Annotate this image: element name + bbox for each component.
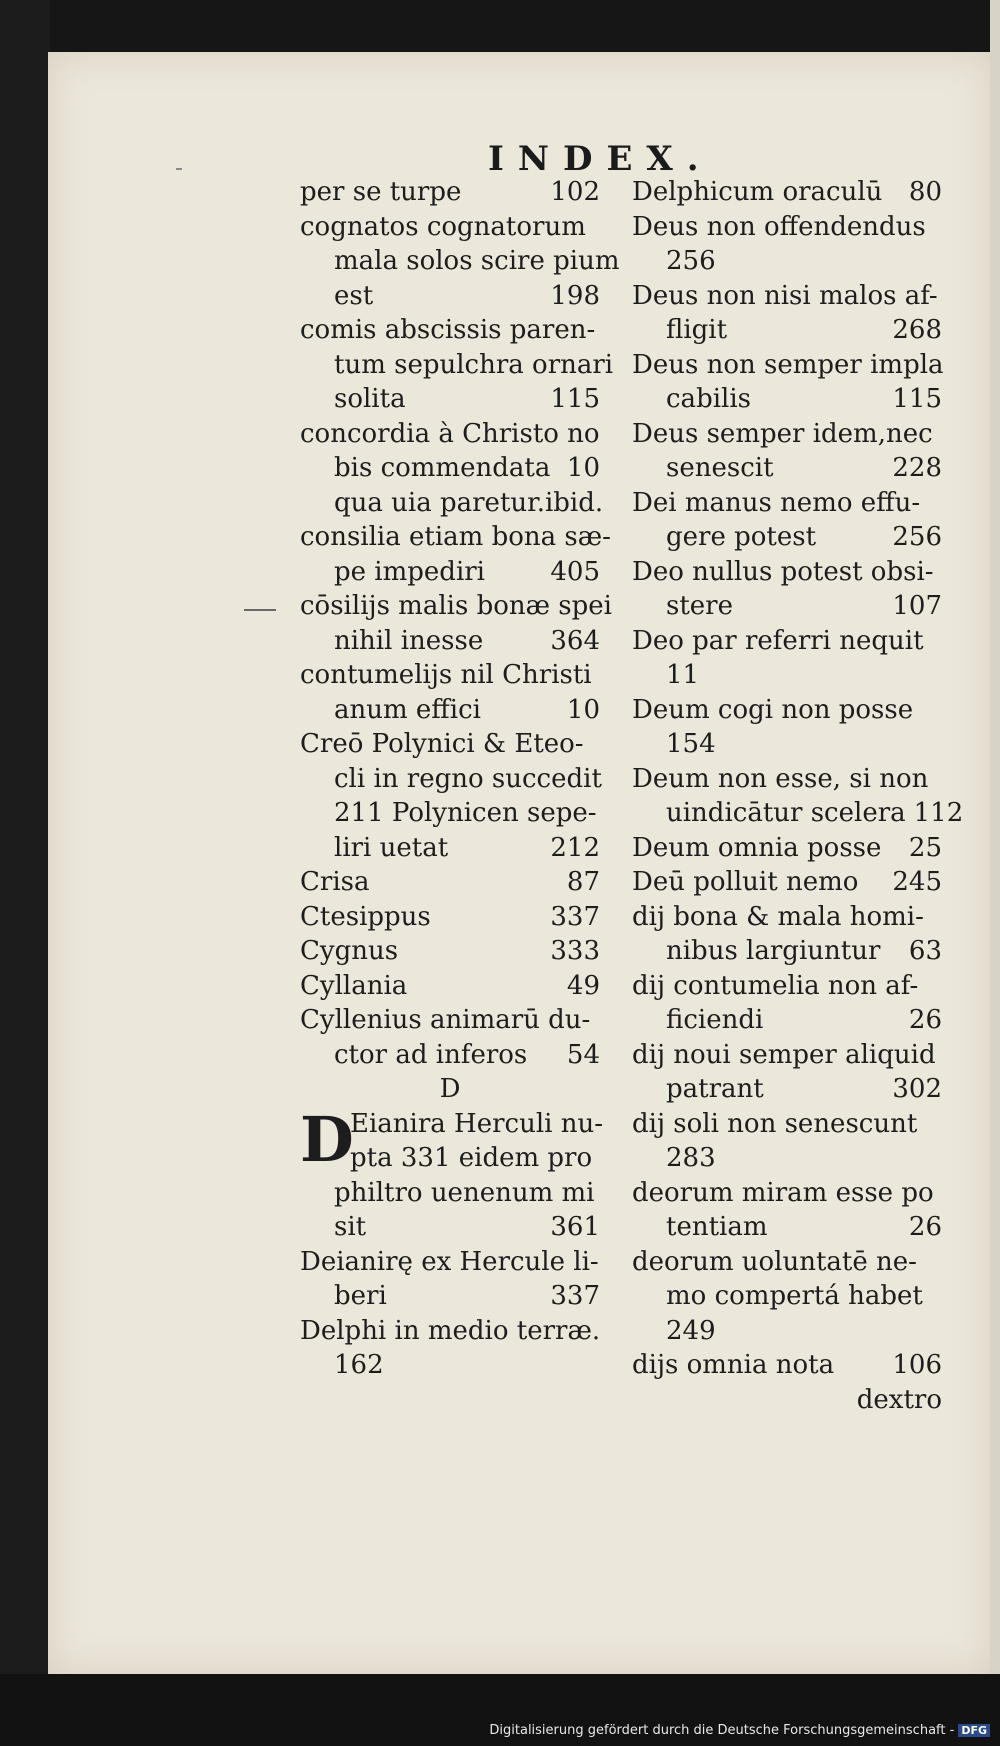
entry-text: Deum omnia posse <box>632 832 882 863</box>
index-entry <box>300 934 600 969</box>
entry-line <box>300 1279 600 1314</box>
index-entry <box>632 210 942 279</box>
index-entry <box>300 727 600 865</box>
entry-line <box>300 796 600 831</box>
page-number: 54 <box>566 1039 600 1070</box>
entry-line <box>300 175 600 210</box>
entry-text: contumelijs nil Christi <box>300 660 592 690</box>
entry-text: Deum non esse, si non <box>632 763 929 794</box>
entry-line <box>300 486 604 521</box>
entry-line <box>300 900 600 935</box>
entry-text: Cygnus <box>300 936 399 966</box>
entry-line <box>300 589 612 624</box>
section-letter: D <box>439 1074 461 1104</box>
entry-line <box>300 727 600 762</box>
entry-line <box>300 1210 600 1245</box>
page-number: 26 <box>908 1005 942 1035</box>
index-entry <box>300 1003 600 1072</box>
entry-line <box>632 1003 942 1038</box>
index-entry <box>300 900 600 935</box>
index-entry <box>632 693 942 762</box>
entry-line <box>300 831 600 866</box>
entry-line <box>300 865 600 900</box>
page-edge <box>990 0 1000 1680</box>
page-number: 26 <box>908 1212 942 1242</box>
entry-text: uindicātur scelera <box>666 798 906 828</box>
entry-line <box>632 210 942 245</box>
entry-line <box>632 1314 942 1349</box>
entry-line <box>632 1210 942 1245</box>
entry-text: bis commendata <box>334 453 551 483</box>
entry-text: dij contumelia non af- <box>632 970 919 1001</box>
entry-text: 256 <box>666 246 716 276</box>
page-number: 107 <box>892 591 942 621</box>
entry-text: dij bona & mala homi- <box>632 901 924 932</box>
right-entries <box>632 175 964 1383</box>
entry-line <box>300 417 600 452</box>
entry-text: nihil inesse <box>334 625 484 656</box>
entry-text: qua uia paretur.ibid. <box>334 487 604 518</box>
entry-text: deorum miram esse po <box>632 1177 934 1208</box>
entry-text: Creō Polynici & Eteo- <box>300 729 584 759</box>
entry-line <box>300 451 600 486</box>
entry-text: cabilis <box>666 384 751 414</box>
entry-line <box>632 279 942 314</box>
entry-text: Deum cogi non posse <box>632 694 914 725</box>
entry-text: 154 <box>666 729 716 759</box>
entry-text: Deianirę ex Hercule li- <box>300 1246 599 1277</box>
entry-text: comis abscissis paren- <box>300 315 596 345</box>
index-entry <box>632 486 942 555</box>
entry-line <box>300 1003 600 1038</box>
entry-text: senescit <box>666 453 774 483</box>
entry-text: 11 <box>666 660 700 690</box>
entry-line <box>632 624 942 659</box>
index-entry <box>300 175 600 210</box>
entry-line <box>632 865 942 900</box>
entry-line <box>300 244 620 279</box>
entry-line <box>632 1038 942 1073</box>
entry-text: tum sepulchra ornari <box>334 349 614 380</box>
entry-text: Deo nullus potest obsi- <box>632 556 934 587</box>
footer-text: Digitalisierung gefördert durch die Deutsche Forschungsgemeinschaft - <box>489 1723 955 1738</box>
index-entry <box>300 1314 600 1383</box>
entry-text: Deus non semper impla <box>632 349 944 380</box>
entry-line <box>632 934 942 969</box>
entry-line <box>632 313 942 348</box>
page-number: 80 <box>908 177 942 207</box>
left-entries <box>300 175 620 1072</box>
page-number: 112 <box>913 798 964 828</box>
page-number: 245 <box>892 867 942 897</box>
page-number: 337 <box>550 1281 600 1311</box>
page-number: 364 <box>550 625 600 656</box>
entry-line <box>300 313 600 348</box>
page-number: 268 <box>892 315 942 345</box>
entry-line <box>632 1279 942 1314</box>
page-number: 115 <box>550 384 600 414</box>
entry-line <box>300 1245 600 1280</box>
page-number: 256 <box>892 522 942 552</box>
entry-line <box>632 900 942 935</box>
entry-line <box>300 1314 600 1349</box>
scan-left-border <box>0 0 50 1746</box>
page-number: 337 <box>550 901 600 932</box>
entry-line <box>300 348 614 383</box>
entry-text: anum effici <box>334 694 481 725</box>
index-entry <box>632 762 964 831</box>
page-number: 10 <box>566 453 600 483</box>
entry-text: patrant <box>666 1074 764 1104</box>
entry-text: mala solos scire pium <box>334 246 620 276</box>
page-number: 198 <box>550 280 600 311</box>
index-entry <box>632 1107 942 1176</box>
entry-line <box>300 1348 600 1383</box>
entry-text: liri uetat <box>334 832 449 863</box>
index-entry <box>632 1348 942 1383</box>
entry-text: cognatos cognatorum <box>300 211 586 242</box>
page-number: 87 <box>566 867 600 897</box>
index-entry <box>632 348 942 417</box>
page-number: 10 <box>566 694 600 725</box>
footer-credit <box>489 1723 990 1738</box>
entry-line <box>300 969 600 1004</box>
entry-text: 211 Polynicen sepe- <box>334 798 597 828</box>
entry-line <box>300 555 600 590</box>
entry-text: ctor ad inferos <box>334 1039 528 1070</box>
entry-text: 283 <box>666 1143 716 1173</box>
entry-text: cli in regno succedit <box>334 763 602 794</box>
page-number: 212 <box>550 832 600 863</box>
entry-line <box>632 762 942 797</box>
entry-line <box>632 1072 942 1107</box>
page-number: 115 <box>892 384 942 414</box>
entry-text: nibus largiuntur <box>666 936 881 966</box>
entry-text: per se turpe <box>300 177 462 207</box>
index-entry <box>632 417 942 486</box>
dfg-logo: DFG <box>958 1724 990 1737</box>
entry-line <box>632 451 942 486</box>
page-number: 102 <box>550 177 600 207</box>
entry-text: Deus semper idem,nec <box>632 418 933 449</box>
drop-cap: D <box>300 1102 354 1176</box>
index-entry <box>632 865 942 900</box>
entry-text: stere <box>666 591 733 621</box>
index-entry <box>632 831 942 866</box>
entry-text: Cyllania <box>300 970 408 1001</box>
entry-text: ficiendi <box>666 1005 764 1035</box>
index-entry <box>632 624 942 693</box>
index-entry <box>632 555 942 624</box>
entry-line <box>300 279 600 314</box>
index-entry <box>300 210 620 314</box>
entry-line <box>300 520 611 555</box>
index-entry <box>632 1176 942 1245</box>
page-number: 49 <box>566 970 600 1001</box>
right-column <box>632 175 964 1417</box>
page-number: 228 <box>892 453 942 483</box>
entry-line <box>632 969 942 1004</box>
entry-text: Ctesippus <box>300 901 431 932</box>
page-header: INDEX. <box>488 139 713 179</box>
entry-text: mo compertá habet <box>666 1281 923 1311</box>
entry-text: 162 <box>334 1350 384 1380</box>
entry-text: philtro uenenum mi <box>334 1177 595 1208</box>
left-entries-after <box>300 1102 604 1383</box>
entry-line <box>632 1141 942 1176</box>
entry-line <box>300 658 600 693</box>
entry-text: pta 331 eidem pro <box>350 1143 593 1173</box>
entry-line <box>300 210 600 245</box>
scan-top-border <box>0 0 1000 50</box>
index-entry <box>632 175 942 210</box>
index-entry <box>300 865 600 900</box>
entry-text: gere potest <box>666 522 817 552</box>
entry-text: Deus non offendendus <box>632 211 926 242</box>
entry-text: consilia etiam bona sæ- <box>300 522 611 552</box>
entry-line <box>632 1107 942 1142</box>
entry-text: Deū polluit nemo <box>632 867 859 897</box>
entry-line <box>632 658 942 693</box>
page-number: 302 <box>892 1074 942 1104</box>
entry-text: beri <box>334 1281 387 1311</box>
entry-text: sit <box>334 1212 367 1242</box>
entry-text: Cyllenius animarū du- <box>300 1005 591 1035</box>
entry-text: Dei manus nemo effu- <box>632 487 921 518</box>
index-entry <box>300 589 612 658</box>
entry-text: Deus non nisi malos af- <box>632 280 938 311</box>
index-entry <box>300 313 614 417</box>
entry-text: dijs omnia nota <box>632 1350 835 1380</box>
entry-line <box>632 417 942 452</box>
index-entry <box>300 1102 604 1245</box>
page-number: 106 <box>892 1350 942 1380</box>
margin-dash <box>244 609 276 611</box>
entry-line <box>632 520 942 555</box>
index-entry <box>632 1245 942 1349</box>
entry-line <box>632 1176 942 1211</box>
entry-text: 249 <box>666 1315 716 1346</box>
catchword: dextro <box>856 1384 942 1415</box>
left-column <box>300 175 620 1383</box>
entry-text: pe impediri <box>334 556 485 587</box>
entry-line <box>300 693 600 728</box>
entry-text: fligit <box>666 315 728 345</box>
index-entry <box>632 969 942 1038</box>
page-number: 361 <box>550 1212 600 1242</box>
entry-line <box>632 831 942 866</box>
entry-text: deorum uoluntatē ne- <box>632 1246 917 1277</box>
entry-text: concordia à Christo no <box>300 418 600 449</box>
index-entry <box>632 279 942 348</box>
entry-text: Eianira Herculi nu- <box>350 1108 604 1139</box>
entry-text: Delphicum oraculū <box>632 177 883 207</box>
entry-line <box>632 382 942 417</box>
index-entry <box>300 520 611 589</box>
entry-line <box>300 762 600 797</box>
index-entry <box>632 1038 942 1107</box>
index-entry <box>300 969 600 1004</box>
entry-line <box>632 693 942 728</box>
entry-text: tentiam <box>666 1212 768 1242</box>
entry-line <box>632 796 964 831</box>
page-number: 25 <box>908 832 942 863</box>
entry-text: est <box>334 280 374 311</box>
entry-line <box>300 934 600 969</box>
index-entry <box>300 658 600 727</box>
entry-text: solita <box>334 384 406 414</box>
entry-line <box>300 1038 600 1073</box>
page-number: 63 <box>908 936 942 966</box>
entry-line <box>632 175 942 210</box>
entry-line <box>632 486 942 521</box>
entry-line <box>300 1176 600 1211</box>
entry-line <box>632 244 942 279</box>
entry-line <box>300 382 600 417</box>
index-entry <box>300 1245 600 1314</box>
entry-line <box>632 555 942 590</box>
entry-line <box>632 348 942 383</box>
margin-mark <box>176 168 182 170</box>
entry-line <box>632 727 942 762</box>
page-number: 405 <box>550 556 600 587</box>
page-number: 333 <box>550 936 600 966</box>
entry-text: cōsilijs malis bonæ spei <box>300 591 612 621</box>
entry-text: Crisa <box>300 867 370 897</box>
entry-text: Deo par referri nequit <box>632 625 924 656</box>
entry-text: dij noui semper aliquid <box>632 1039 936 1070</box>
entry-line <box>632 589 942 624</box>
entry-text: dij soli non senescunt <box>632 1108 918 1139</box>
index-entry <box>300 417 604 521</box>
entry-line <box>632 1245 942 1280</box>
index-entry <box>632 900 942 969</box>
entry-line <box>300 624 600 659</box>
entry-line <box>632 1348 942 1383</box>
entry-text: Delphi in medio terræ. <box>300 1315 601 1346</box>
